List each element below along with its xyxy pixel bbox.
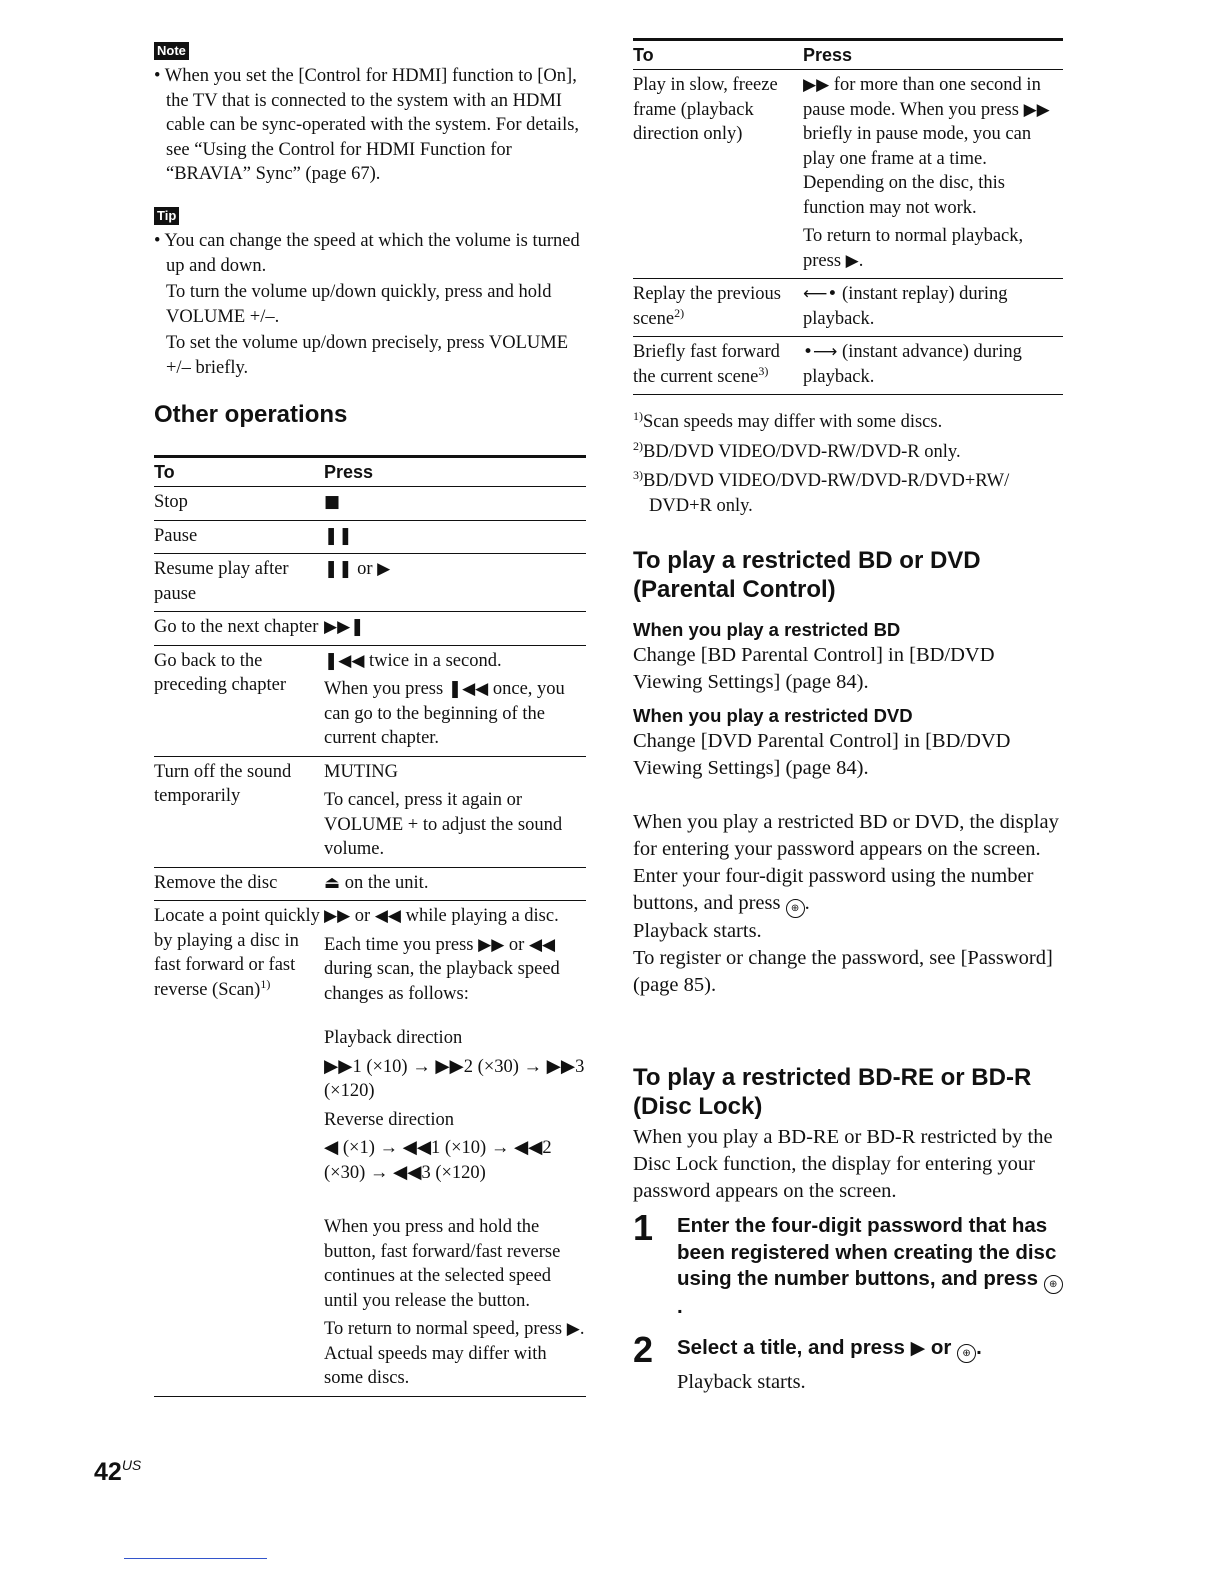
table-row xyxy=(154,645,586,756)
slow-return-text xyxy=(803,224,1063,273)
enter-icon: ⊕ xyxy=(957,1344,976,1363)
enter-icon: ⊕ xyxy=(1044,1275,1063,1294)
row-to: Go to the next chapter xyxy=(154,612,324,646)
footnote-mark: 3) xyxy=(633,467,643,482)
hold-text: When you press and hold the button, fast forward/fast reverse continues at the selected speed until you release the button. xyxy=(324,1217,561,1311)
bd-heading: When you play a restricted BD xyxy=(633,619,901,640)
press-text: To return to normal speed, press xyxy=(324,1319,567,1339)
row-to: Pause xyxy=(154,520,324,554)
note-badge: Note xyxy=(154,42,189,60)
parental-para-1: When you play a restricted BD or DVD, the display for entering your password appears on the screen. xyxy=(633,811,1059,860)
bd-text: Change [BD Parental Control] in [BD/DVD Viewing Settings] (page 84). xyxy=(633,644,995,693)
fast-reverse-icon: ◀◀ xyxy=(374,906,401,926)
table-row xyxy=(154,554,586,612)
row-press-detail xyxy=(324,677,586,751)
step-text xyxy=(677,1335,1065,1363)
press-text: To return to normal playback, press xyxy=(803,226,1024,271)
press-text: (instant replay) during playback. xyxy=(803,284,1008,329)
footer-rule xyxy=(124,1558,267,1559)
or-text: or xyxy=(504,934,529,955)
press-text: on the unit. xyxy=(340,872,429,893)
table-row xyxy=(154,612,586,646)
table-row xyxy=(154,487,586,521)
previous-chapter-icon: ❚◀◀ xyxy=(447,679,489,699)
parental-para-3: Playback starts. xyxy=(633,920,762,942)
step-number: 2 xyxy=(633,1328,654,1370)
step-number: 1 xyxy=(633,1207,654,1248)
press-text: for more than one second in pause mode. When you press xyxy=(803,75,1041,120)
pause-icon: ❚❚ xyxy=(324,525,353,546)
or-text: or xyxy=(350,906,375,926)
table-row xyxy=(633,279,1063,337)
press-text: during scan, the playback speed changes as follows: xyxy=(324,959,560,1004)
fast-reverse-icon: ◀◀ xyxy=(528,934,556,955)
dvd-heading: When you play a restricted DVD xyxy=(633,705,913,726)
play-icon: ▶ xyxy=(566,1319,580,1339)
section-title: Other operations xyxy=(154,401,348,428)
fast-forward-icon: ▶▶ xyxy=(324,906,351,926)
play-icon: ▶ xyxy=(910,1336,926,1359)
footnote-text: BD/DVD VIDEO/DVD-RW/DVD-R only. xyxy=(643,441,961,462)
instant-advance-icon: •⟶ xyxy=(803,342,838,362)
press-text: twice in a second. xyxy=(364,650,502,671)
footnote-text: Scan speeds may differ with some discs. xyxy=(643,412,943,432)
page-number xyxy=(94,1458,141,1487)
row-to: Turn off the sound temporarily xyxy=(154,756,324,867)
press-text: . xyxy=(858,250,864,271)
footnote-ref: 1) xyxy=(260,976,271,991)
header-to: To xyxy=(154,457,324,487)
scan-line-1 xyxy=(324,904,586,929)
parental-para-4: To register or change the password, see [Password] (page 85). xyxy=(633,947,1053,996)
step-instruction: . xyxy=(976,1335,982,1359)
tip-text: • You can change the speed at which the volume is turned up and down. xyxy=(154,231,580,276)
table-header xyxy=(633,40,1063,70)
press-text: . Actual speeds may differ with some discs. xyxy=(324,1319,585,1388)
table-row xyxy=(154,756,586,867)
enter-icon: ⊕ xyxy=(786,899,805,918)
note-block xyxy=(154,42,586,187)
playback-sequence: ▶▶1 (×10) → ▶▶2 (×30) → ▶▶3 (×120) xyxy=(324,1056,585,1101)
slow-text xyxy=(803,73,1063,220)
footnote-mark: 1) xyxy=(633,408,643,423)
table-header xyxy=(154,457,586,487)
footnote-mark: 2) xyxy=(633,438,643,453)
or-text: or xyxy=(352,559,378,579)
table-row xyxy=(154,520,586,554)
parental-control-title: To play a restricted BD or DVD (Parental Control) xyxy=(633,547,981,603)
footnote-ref: 2) xyxy=(674,305,685,320)
row-to-text: Replay the previous scene xyxy=(633,284,781,329)
footnote xyxy=(633,410,1063,435)
row-to: Stop xyxy=(154,487,324,521)
note-text: • When you set the [Control for HDMI] function to [On], the TV that is connected to the system with an HDMI cable can be sync-operated with the system. For details, see “Using the Control for HDMI Function for “BRAVIA” Sync” (page 67). xyxy=(154,66,580,184)
press-text: while playing a disc. xyxy=(400,906,559,926)
row-to: Go back to the preceding chapter xyxy=(154,645,324,756)
reverse-sequence: ◀ (×1) → ◀◀1 (×10) → ◀◀2 (×30) → ◀◀3 (×120) xyxy=(324,1138,552,1183)
fast-forward-icon: ▶▶ xyxy=(478,934,505,955)
header-to: To xyxy=(633,40,803,70)
row-to-text: Locate a point quickly by playing a disc in fast forward or fast reverse (Scan) xyxy=(154,906,320,1000)
fast-forward-icon: ▶▶ xyxy=(803,75,830,95)
eject-icon: ⏏ xyxy=(324,872,341,893)
playback-direction-label: Playback direction xyxy=(324,1028,463,1048)
footnote-text: BD/DVD VIDEO/DVD-RW/DVD-R/DVD+RW/ DVD+R only. xyxy=(643,471,1010,516)
footnote-ref: 3) xyxy=(758,363,769,378)
row-press xyxy=(324,649,586,674)
row-to: Remove the disc xyxy=(154,867,324,901)
row-to-text: Briefly fast forward the current scene xyxy=(633,342,780,387)
operations-table-continued xyxy=(633,38,1063,395)
tip-line-precise: To set the volume up/down precisely, press VOLUME +/– briefly. xyxy=(166,333,569,378)
play-icon: ▶ xyxy=(377,559,391,579)
press-text: once, you can go to the beginning of the current chapter. xyxy=(324,679,565,748)
stop-icon: ■ xyxy=(324,492,341,512)
reverse-direction-label: Reverse direction xyxy=(324,1109,454,1130)
previous-chapter-icon: ❚◀◀ xyxy=(324,650,365,671)
row-to xyxy=(154,901,324,1397)
step-2 xyxy=(633,1328,1065,1396)
press-text: When you press xyxy=(324,679,448,699)
row-to: Resume play after pause xyxy=(154,554,324,612)
footnotes xyxy=(633,410,1063,523)
step-instruction: or xyxy=(925,1335,958,1359)
muting-detail: To cancel, press it again or VOLUME + to adjust the sound volume. xyxy=(324,790,563,859)
table-row xyxy=(154,867,586,901)
next-chapter-icon: ▶▶❚ xyxy=(324,617,365,637)
page-suffix: US xyxy=(121,1457,142,1473)
tip-line-quick: To turn the volume up/down quickly, press and hold VOLUME +/–. xyxy=(166,282,552,327)
return-text xyxy=(324,1317,586,1391)
parental-para-2 xyxy=(633,863,1063,918)
footnote xyxy=(633,440,1063,465)
row-to xyxy=(633,337,803,395)
scan-line-2 xyxy=(324,933,586,1007)
table-row xyxy=(633,337,1063,395)
fast-forward-icon: ▶▶ xyxy=(1023,99,1050,120)
step-instruction: Select a title, and press xyxy=(677,1335,911,1359)
row-to: Play in slow, freeze frame (playback direction only) xyxy=(633,70,803,279)
operations-table xyxy=(154,455,586,1397)
tip-block xyxy=(154,207,586,380)
disc-lock-section xyxy=(633,1124,1065,1396)
header-press: Press xyxy=(803,40,1063,70)
step-1 xyxy=(633,1207,1065,1321)
step-text xyxy=(677,1213,1065,1321)
disc-lock-title: To play a restricted BD-RE or BD-R (Disc Lock) xyxy=(633,1064,1032,1120)
table-row xyxy=(154,901,586,1397)
step-instruction: Enter the four-digit password that has been registered when creating the disc using the number buttons, and press xyxy=(677,1214,1057,1290)
header-press: Press xyxy=(324,457,586,487)
disc-lock-intro: When you play a BD-RE or BD-R restricted by the Disc Lock function, the display for entering your password appears on the screen. xyxy=(633,1126,1053,1202)
table-row xyxy=(633,70,1063,279)
parental-control-section xyxy=(633,618,1063,999)
instant-replay-icon: ⟵• xyxy=(803,284,838,304)
muting-label: MUTING xyxy=(324,761,398,782)
press-text: Each time you press xyxy=(324,934,479,955)
footnote xyxy=(633,469,1063,518)
page-number-value: 42 xyxy=(94,1458,122,1486)
press-text: briefly in pause mode, you can play one frame at a time. Depending on the disc, this function may not work. xyxy=(803,124,1032,218)
step-instruction: . xyxy=(677,1295,683,1318)
row-to xyxy=(633,279,803,337)
play-icon: ▶ xyxy=(845,250,859,271)
dvd-text: Change [DVD Parental Control] in [BD/DVD Viewing Settings] (page 84). xyxy=(633,730,1011,779)
tip-badge: Tip xyxy=(154,207,179,225)
para-text: . xyxy=(804,892,810,914)
para-text: Enter your four-digit password using the number buttons, and press xyxy=(633,865,1034,914)
press-text: (instant advance) during playback. xyxy=(803,342,1022,387)
step-result: Playback starts. xyxy=(677,1370,806,1393)
pause-icon: ❚❚ xyxy=(324,559,353,579)
